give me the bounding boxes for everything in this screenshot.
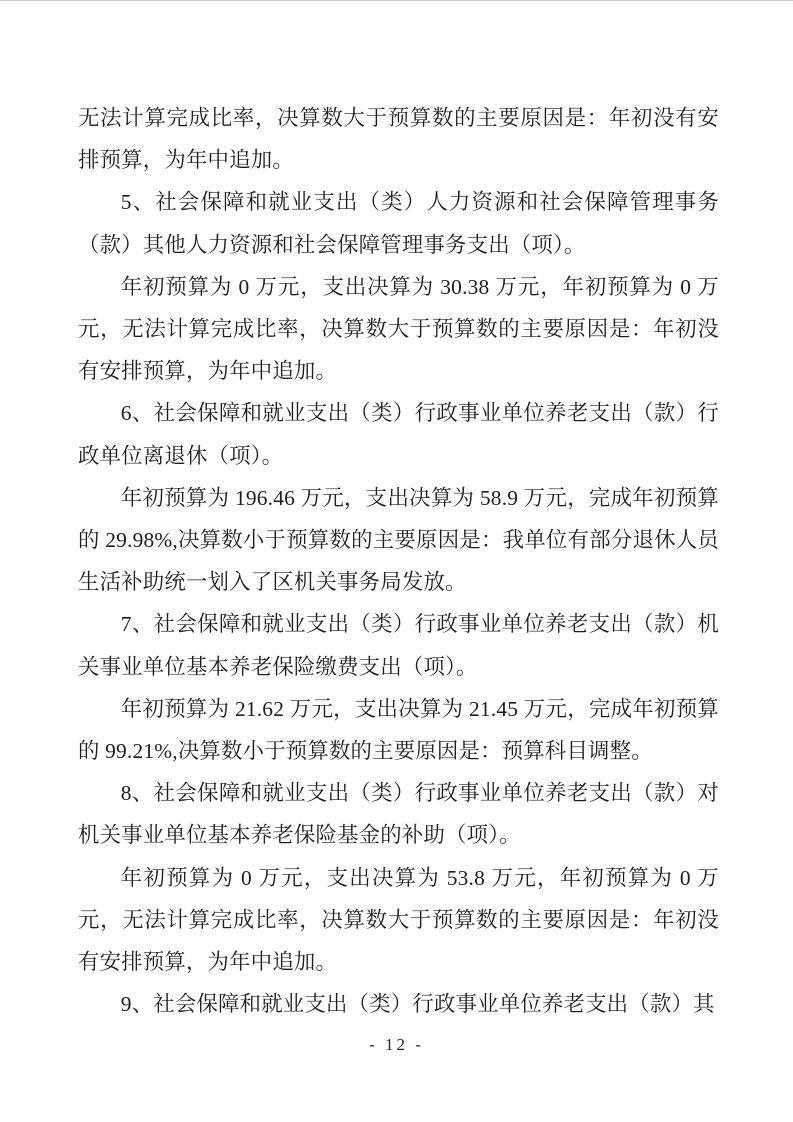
document-body	[78, 97, 719, 1025]
page-top-edge	[0, 0, 793, 1]
paragraph: 无法计算完成比率，决算数大于预算数的主要原因是：年初没有安排预算，为年中追加。	[78, 106, 719, 173]
paragraph: 年初预算为 0 万元，支出决算为 30.38 万元，年初预算为 0 万元，无法计算完成比率，决算数大于预算数的主要原因是：年初没有安排预算，为年中追加。	[78, 274, 719, 384]
paragraph: 9、社会保障和就业支出（类）行政事业单位养老支出（款）其	[120, 992, 715, 1017]
page-number: - 12 -	[369, 1035, 424, 1054]
paragraph: 6、社会保障和就业支出（类）行政事业单位养老支出（款）行政单位离退休（项）。	[78, 401, 719, 468]
paragraph: 年初预算为 196.46 万元，支出决算为 58.9 万元，完成年初预算的 29.98%,决算数小于预算数的主要原因是：我单位有部分退休人员生活补助统一划入了区机关事务局发放。	[78, 485, 719, 595]
paragraph: 5、社会保障和就业支出（类）人力资源和社会保障管理事务（款）其他人力资源和社会保障管理事务支出（项）。	[78, 190, 719, 257]
paragraph: 年初预算为 0 万元，支出决算为 53.8 万元，年初预算为 0 万元，无法计算完成比率，决算数大于预算数的主要原因是：年初没有安排预算，为年中追加。	[78, 865, 719, 975]
paragraph: 7、社会保障和就业支出（类）行政事业单位养老支出（款）机关事业单位基本养老保险缴费支出（项）。	[78, 612, 719, 679]
paragraph: 年初预算为 21.62 万元，支出决算为 21.45 万元，完成年初预算的 99.21%,决算数小于预算数的主要原因是：预算科目调整。	[78, 696, 719, 764]
paragraph: 8、社会保障和就业支出（类）行政事业单位养老支出（款）对机关事业单位基本养老保险基金的补助（项）。	[78, 781, 719, 848]
